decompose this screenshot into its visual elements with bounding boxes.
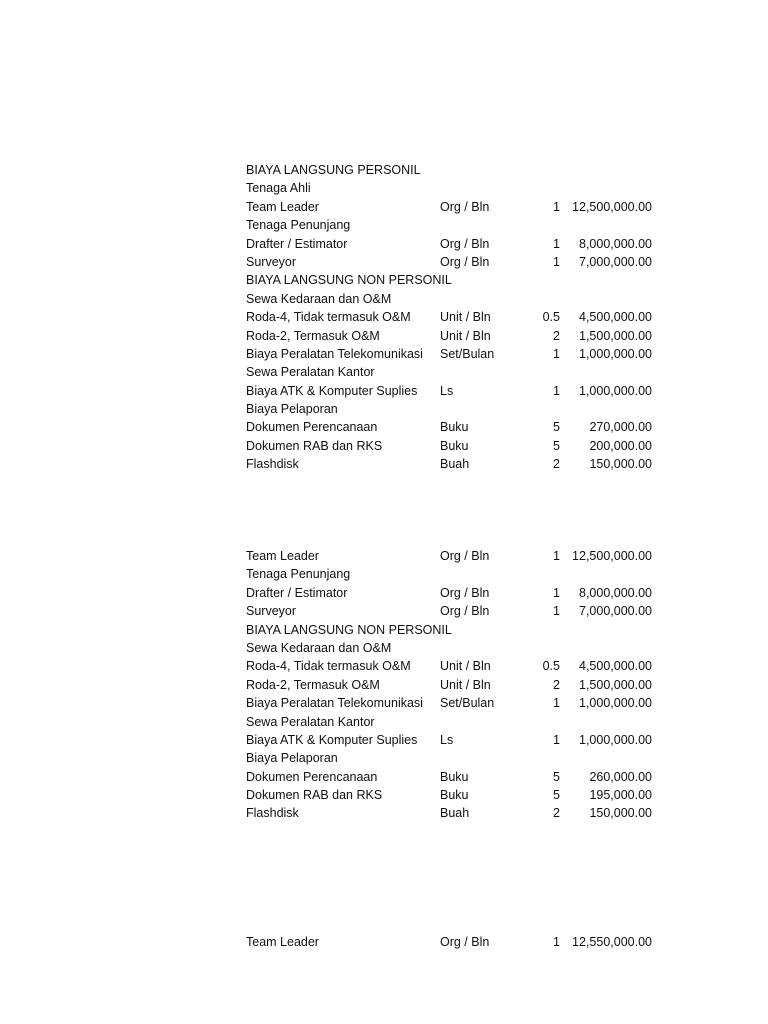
item-description: Dokumen RAB dan RKS [246, 438, 383, 453]
item-description: Roda-4, Tidak termasuk O&M [246, 659, 411, 674]
item-unit: Buku [440, 438, 469, 453]
item-quantity: 1 [553, 935, 560, 949]
item-quantity: 1 [553, 585, 560, 600]
item-description: Sewa Peralatan Kantor [246, 714, 375, 729]
table-row [246, 308, 656, 326]
item-description: Flashdisk [246, 457, 299, 472]
table-row [246, 437, 656, 455]
item-quantity: 1 [553, 236, 560, 251]
table-row [246, 621, 656, 639]
item-price: 1,500,000.00 [579, 328, 652, 343]
item-unit: Org / Bln [440, 236, 490, 251]
table-row [246, 676, 656, 694]
item-description: Biaya Pelaporan [246, 751, 338, 766]
table-row [246, 694, 656, 712]
table-row [246, 786, 656, 804]
item-description: Drafter / Estimator [246, 585, 348, 600]
item-price: 270,000.00 [589, 420, 652, 435]
table-row [246, 418, 656, 436]
item-unit: Buah [440, 457, 470, 472]
item-description: BIAYA LANGSUNG NON PERSONIL [246, 622, 452, 637]
item-unit: Org / Bln [440, 585, 490, 600]
item-quantity: 1 [553, 346, 560, 361]
cost-table-block-3 [246, 933, 656, 951]
item-unit: Unit / Bln [440, 328, 491, 343]
item-price: 4,500,000.00 [579, 659, 652, 674]
item-description: Tenaga Penunjang [246, 567, 351, 582]
item-description: Drafter / Estimator [246, 236, 348, 251]
item-quantity: 2 [553, 677, 560, 692]
item-description: BIAYA LANGSUNG PERSONIL [246, 163, 421, 177]
table-row [246, 290, 656, 308]
item-quantity: 5 [553, 420, 560, 435]
table-row [246, 933, 656, 951]
item-quantity: 1 [553, 732, 560, 747]
item-quantity: 0.5 [542, 659, 560, 674]
item-unit: Buah [440, 806, 470, 821]
table-row [246, 216, 656, 234]
table-row [246, 639, 656, 657]
item-price: 7,000,000.00 [579, 604, 652, 619]
table-row [246, 400, 656, 418]
item-quantity: 2 [553, 806, 560, 821]
item-price: 1,000,000.00 [579, 346, 652, 361]
item-quantity: 2 [553, 328, 560, 343]
item-description: Sewa Peralatan Kantor [246, 365, 375, 380]
item-price: 1,000,000.00 [579, 732, 652, 747]
item-description: Roda-2, Termasuk O&M [246, 677, 380, 692]
table-row [246, 565, 656, 583]
item-description: Dokumen Perencanaan [246, 420, 378, 435]
table-row [246, 584, 656, 602]
item-description: Biaya Peralatan Telekomunikasi [246, 346, 423, 361]
item-price: 1,000,000.00 [579, 696, 652, 711]
item-quantity: 0.5 [542, 310, 560, 325]
item-description: Dokumen RAB dan RKS [246, 788, 383, 803]
item-quantity: 1 [553, 696, 560, 711]
item-quantity: 5 [553, 438, 560, 453]
table-row [246, 455, 656, 473]
table-row [246, 768, 656, 786]
item-price: 12,550,000.00 [572, 935, 652, 949]
item-unit: Org / Bln [440, 935, 490, 949]
table-row [246, 327, 656, 345]
item-unit: Unit / Bln [440, 677, 491, 692]
item-price: 195,000.00 [589, 788, 652, 803]
item-unit: Set/Bulan [440, 346, 495, 361]
table-row [246, 198, 656, 216]
item-unit: Buku [440, 788, 469, 803]
item-description: Biaya ATK & Komputer Suplies [246, 732, 418, 747]
table-row [246, 547, 656, 565]
item-description: Dokumen Perencanaan [246, 769, 378, 784]
item-description: Biaya ATK & Komputer Suplies [246, 383, 418, 398]
item-price: 260,000.00 [589, 769, 652, 784]
item-description: Biaya Peralatan Telekomunikasi [246, 696, 423, 711]
item-description: Team Leader [246, 199, 319, 214]
item-unit: Set/Bulan [440, 696, 495, 711]
item-unit: Org / Bln [440, 604, 490, 619]
table-row [246, 602, 656, 620]
cost-table-block-2 [246, 547, 656, 823]
table-row [246, 731, 656, 749]
item-quantity: 1 [553, 604, 560, 619]
item-price: 12,500,000.00 [572, 549, 652, 563]
item-price: 8,000,000.00 [579, 236, 652, 251]
item-quantity: 1 [553, 549, 560, 563]
table-row [246, 713, 656, 731]
item-price: 8,000,000.00 [579, 585, 652, 600]
table-row [246, 804, 656, 822]
item-description: Sewa Kedaraan dan O&M [246, 291, 392, 306]
item-unit: Org / Bln [440, 549, 490, 563]
item-price: 4,500,000.00 [579, 310, 652, 325]
item-price: 12,500,000.00 [572, 199, 652, 214]
table-row [246, 271, 656, 289]
item-description: Sewa Kedaraan dan O&M [246, 640, 392, 655]
item-quantity: 1 [553, 383, 560, 398]
item-unit: Org / Bln [440, 199, 490, 214]
table-row [246, 345, 656, 363]
item-description: Team Leader [246, 549, 319, 563]
item-description: Team Leader [246, 935, 319, 949]
table-row [246, 235, 656, 253]
item-description: Roda-4, Tidak termasuk O&M [246, 310, 411, 325]
item-description: Surveyor [246, 604, 297, 619]
item-description: Biaya Pelaporan [246, 402, 338, 417]
item-price: 7,000,000.00 [579, 254, 652, 269]
item-quantity: 1 [553, 254, 560, 269]
item-unit: Unit / Bln [440, 659, 491, 674]
item-description: Surveyor [246, 254, 297, 269]
item-description: Flashdisk [246, 806, 299, 821]
item-price: 1,000,000.00 [579, 383, 652, 398]
item-description: BIAYA LANGSUNG NON PERSONIL [246, 273, 452, 288]
item-quantity: 1 [553, 199, 560, 214]
item-description: Tenaga Ahli [246, 181, 311, 196]
item-unit: Unit / Bln [440, 310, 491, 325]
item-quantity: 2 [553, 457, 560, 472]
item-unit: Ls [440, 383, 454, 398]
table-row [246, 363, 656, 381]
item-quantity: 5 [553, 769, 560, 784]
item-price: 200,000.00 [589, 438, 652, 453]
table-row [246, 161, 656, 179]
item-price: 1,500,000.00 [579, 677, 652, 692]
item-unit: Org / Bln [440, 254, 490, 269]
item-price: 150,000.00 [589, 806, 652, 821]
cost-table-block-1 [246, 161, 656, 474]
item-unit: Ls [440, 732, 454, 747]
table-row [246, 253, 656, 271]
item-description: Tenaga Penunjang [246, 218, 351, 233]
item-quantity: 5 [553, 788, 560, 803]
table-row [246, 179, 656, 197]
item-description: Roda-2, Termasuk O&M [246, 328, 380, 343]
item-unit: Buku [440, 769, 469, 784]
table-row [246, 382, 656, 400]
item-price: 150,000.00 [589, 457, 652, 472]
table-row [246, 657, 656, 675]
item-unit: Buku [440, 420, 469, 435]
table-row [246, 749, 656, 767]
